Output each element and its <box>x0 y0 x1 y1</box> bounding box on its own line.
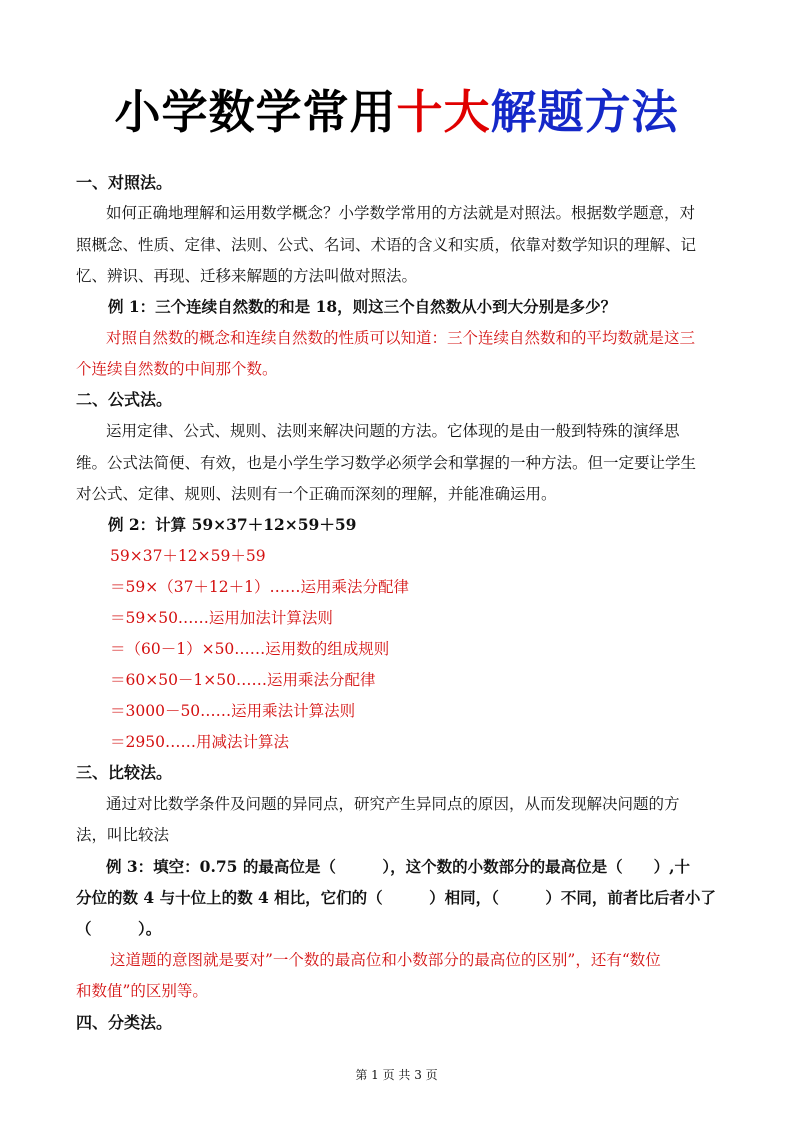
calc-step: ＝（60－1）×50……运用数的组成规则 <box>110 640 390 658</box>
calc-step: ＝59×（37＋12＋1）……运用乘法分配律 <box>110 578 410 596</box>
paragraph-line: 法，叫比较法 <box>76 826 170 844</box>
section-heading-1: 一、对照法。 <box>76 173 173 192</box>
paragraph-line: 照概念、性质、定律、法则、公式、名词、术语的含义和实质，依靠对数学知识的理解、记 <box>76 236 697 254</box>
paragraph-line: 运用定律、公式、规则、法则来解决问题的方法。它体现的是由一般到特殊的演绎思 <box>106 422 680 440</box>
example-1: 例 1：三个连续自然数的和是 18，则这三个自然数从小到大分别是多少？ <box>108 297 617 316</box>
answer-line: 对照自然数的概念和连续自然数的性质可以知道：三个连续自然数和的平均数就是这三 <box>106 329 696 347</box>
calc-step: ＝60×50－1×50……运用乘法分配律 <box>110 671 376 689</box>
paragraph-line: 对公式、定律、规则、法则有一个正确而深刻的理解，并能准确运用。 <box>76 485 557 503</box>
title-part-black: 小学数学常用 <box>114 85 397 139</box>
answer-line: 和数值”的区别等。 <box>76 982 208 1000</box>
section-heading-2: 二、公式法。 <box>76 390 173 409</box>
calc-step: ＝59×50……运用加法计算法则 <box>110 609 333 627</box>
example-3: 例 3：填空：0.75 的最高位是（ ），这个数的小数部分的最高位是（ ）,十 <box>106 857 690 876</box>
page-title <box>0 82 793 142</box>
paragraph-line: 忆、辨识、再现、迁移来解题的方法叫做对照法。 <box>76 267 418 285</box>
paragraph-line: 通过对比数学条件及问题的异同点，研究产生异同点的原因，从而发现解决问题的方 <box>106 795 680 813</box>
answer-line: 个连续自然数的中间那个数。 <box>76 360 278 378</box>
calc-step: ＝3000－50……运用乘法计算法则 <box>110 702 356 720</box>
section-heading-3: 三、比较法。 <box>76 763 173 782</box>
paragraph-line: 如何正确地理解和运用数学概念？小学数学常用的方法就是对照法。根据数学题意，对 <box>106 204 696 222</box>
calc-step: ＝2950……用减法计算法 <box>110 733 289 751</box>
paragraph-line: 维。公式法简便、有效，也是小学生学习数学必须学会和掌握的一种方法。但一定要让学生 <box>76 454 697 472</box>
example-3-cont: 分位的数 4 与十位上的数 4 相比，它们的（ ）相同，（ ）不同，前者比后者小了 <box>76 888 716 907</box>
title-part-red: 十大 <box>396 85 491 139</box>
example-3-cont: （ ）。 <box>76 919 162 938</box>
calc-step: 59×37＋12×59＋59 <box>110 547 266 565</box>
title-part-blue: 解题方法 <box>490 85 679 139</box>
section-heading-4: 四、分类法。 <box>76 1013 173 1032</box>
answer-line: 这道题的意图就是要对”一个数的最高位和小数部分的最高位的区别”，还有“数位 <box>110 951 661 969</box>
example-2: 例 2：计算 59×37＋12×59＋59 <box>108 515 357 534</box>
page-footer: 第 1 页 共 3 页 <box>355 1068 438 1082</box>
